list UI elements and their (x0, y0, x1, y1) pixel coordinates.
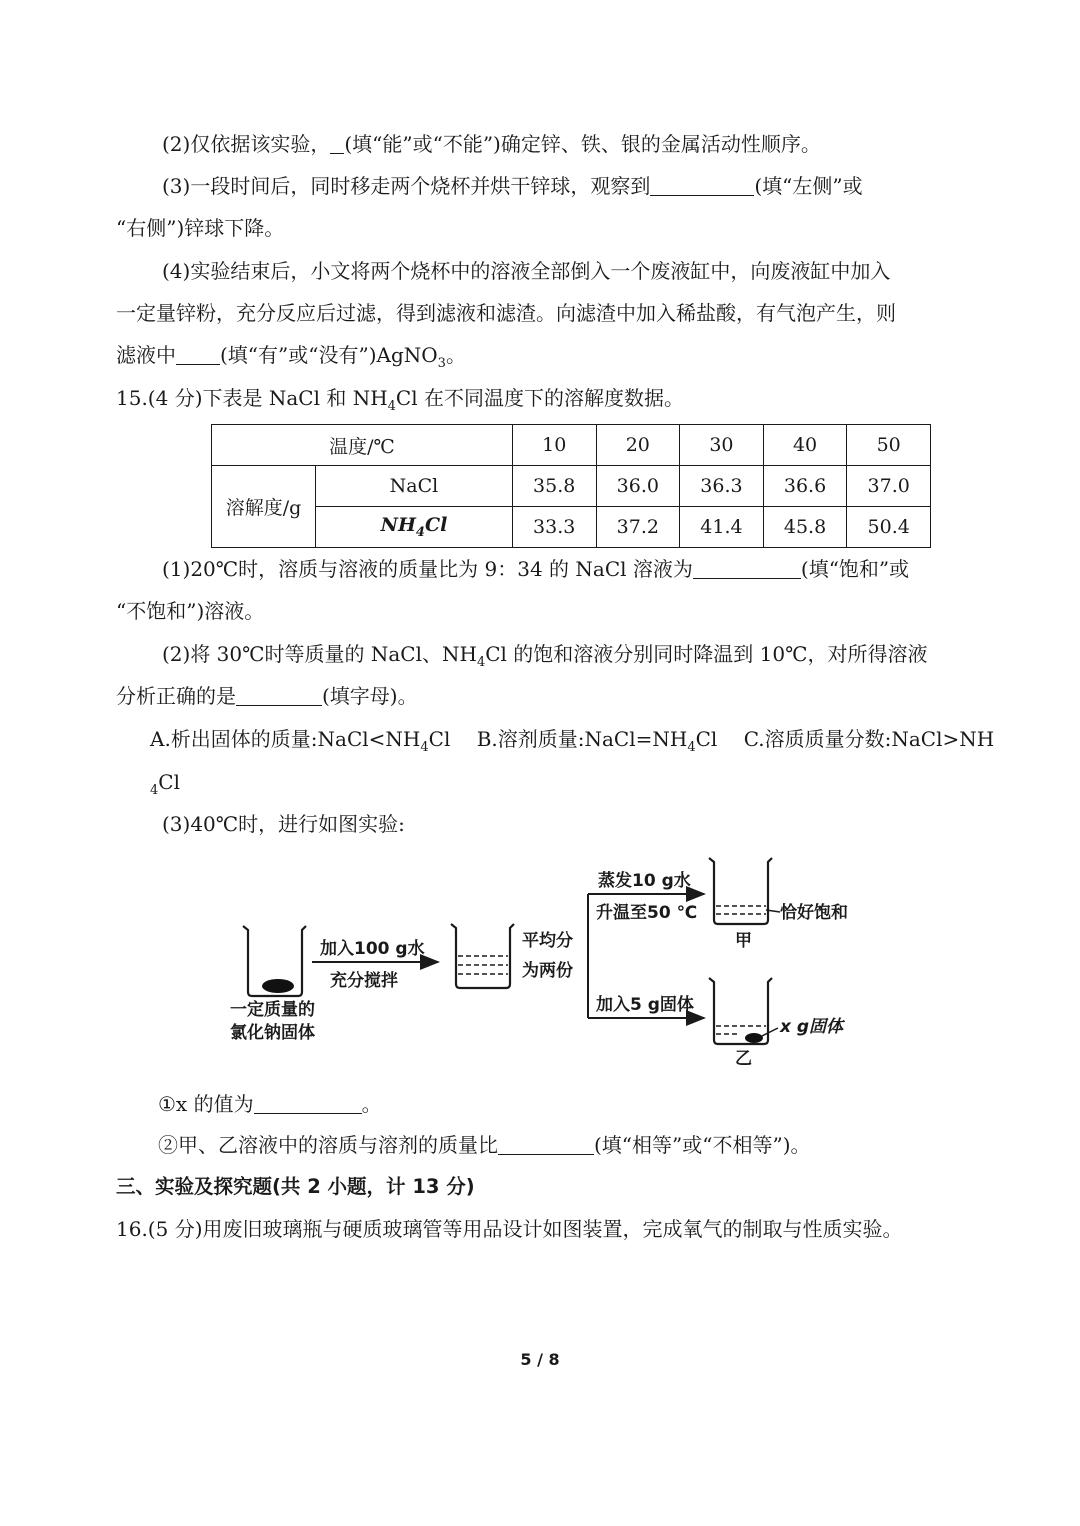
lower-branch-label: 加入5 g固体 (596, 995, 694, 1015)
saturated-label: 恰好饱和 (780, 903, 848, 923)
q15-part1: (1)20℃时，溶质与溶液的质量比为 9：34 的 NaCl 溶液为 (填“饱和”或 (162, 557, 910, 581)
solubility-label: 溶解度/g (212, 466, 316, 548)
q15-sub1: ①x 的值为 。 (158, 1092, 382, 1116)
answer-blank[interactable] (650, 175, 754, 196)
q15-sub2: ②甲、乙溶液中的溶质与溶剂的质量比 (填“相等”或“不相等”)。 (158, 1133, 811, 1157)
page-number: 5 / 8 (520, 1350, 560, 1369)
nh4cl-label: $NH_4Cl$ (316, 507, 513, 548)
answer-blank[interactable] (330, 133, 344, 154)
split-label: 平均分 (522, 931, 573, 951)
q15-options (150, 725, 994, 762)
x-solid-label: x g固体 (780, 1017, 844, 1037)
solubility-table (211, 424, 931, 548)
q15-part2-cont: 分析正确的是 (填字母)。 (116, 684, 418, 708)
sodium-chloride-solid (262, 979, 294, 993)
q15-part2: (2)将 30℃时等质量的 NaCl、$NH_4Cl$ 的饱和溶液分别同时降温到 10℃，对所得溶液 (162, 642, 928, 670)
option-c: C.溶质质量分数:NaCl>NH (743, 727, 995, 751)
q14-part4: (4)实验结束后，小文将两个烧杯中的溶液全部倒入一个废液缸中，向废液缸中加入 (162, 259, 891, 283)
experiment-diagram (0, 850, 1080, 1080)
value-cell: 36.0 (596, 466, 680, 507)
answer-blank[interactable] (236, 685, 322, 706)
temp-header: 温度/℃ (212, 425, 513, 466)
yi-label: 乙 (735, 1049, 752, 1069)
beaker-solution (451, 924, 514, 988)
beaker-jia (709, 858, 780, 924)
option-b: B.溶剂质量$:NaCl=NH_4Cl$ (476, 727, 718, 755)
q15-intro: 15.(4 分)下表是 NaCl 和 $NH_4Cl$ 在不同温度下的溶解度数据。 (116, 386, 684, 414)
beaker-yi (709, 978, 778, 1044)
value-cell: 33.3 (512, 507, 596, 548)
value-cell: 37.0 (847, 466, 931, 507)
table-row (212, 466, 931, 507)
q14-part4-line3: 滤液中 (填“有”或“没有”)AgNO$_3$。 (116, 343, 466, 371)
temp-cell: 10 (512, 425, 596, 466)
value-cell: 50.4 (847, 507, 931, 548)
section-heading: 三、实验及探究题(共 2 小题，计 13 分) (116, 1175, 475, 1198)
table-row (212, 425, 931, 466)
upper-branch-label: 升温至50 ℃ (596, 903, 698, 923)
step1-label: 充分搅拌 (330, 971, 398, 991)
answer-blank[interactable] (254, 1093, 362, 1114)
value-cell: 41.4 (680, 507, 764, 548)
value-cell: 36.6 (763, 466, 847, 507)
q15-part3: (3)40℃时，进行如图实验: (162, 812, 405, 836)
option-a: A.析出固体的质量$:NaCl<NH_4Cl$ (150, 727, 451, 755)
q14-part3-cont: “右侧”)锌球下降。 (116, 216, 285, 240)
value-cell: 37.2 (596, 507, 680, 548)
table-row (212, 507, 931, 548)
q14-part2: (2)仅依据该实验， (填“能”或“不能”)确定锌、铁、银的金属活动性顺序。 (162, 132, 821, 156)
answer-blank[interactable] (176, 344, 220, 365)
solid-label: 一定质量的 (230, 1000, 315, 1020)
q14-part3: (3)一段时间后，同时移走两个烧杯并烘干锌球，观察到 (填“左侧”或 (162, 174, 863, 198)
answer-blank[interactable] (693, 558, 801, 579)
q15-part1-cont: “不饱和”)溶液。 (116, 599, 265, 623)
temp-cell: 40 (763, 425, 847, 466)
jia-label: 甲 (735, 931, 752, 951)
upper-branch-label: 蒸发10 g水 (598, 871, 691, 891)
value-cell: 35.8 (512, 466, 596, 507)
temp-cell: 20 (596, 425, 680, 466)
temp-cell: 50 (847, 425, 931, 466)
split-label: 为两份 (522, 961, 573, 981)
q14-part4-line2: 一定量锌粉，充分反应后过滤，得到滤液和滤渣。向滤渣中加入稀盐酸，有气泡产生，则 (116, 301, 896, 325)
nacl-label: NaCl (316, 466, 513, 507)
value-cell: 45.8 (763, 507, 847, 548)
answer-blank[interactable] (498, 1134, 594, 1155)
step1-label: 加入100 g水 (320, 939, 425, 959)
undissolved-solid (745, 1033, 763, 1043)
q15-options-cont: $_4$Cl (150, 770, 180, 798)
value-cell: 36.3 (680, 466, 764, 507)
q16-intro: 16.(5 分)用废旧玻璃瓶与硬质玻璃管等用品设计如图装置，完成氧气的制取与性质实验。 (116, 1217, 903, 1241)
temp-cell: 30 (680, 425, 764, 466)
solid-label: 氯化钠固体 (230, 1023, 315, 1043)
